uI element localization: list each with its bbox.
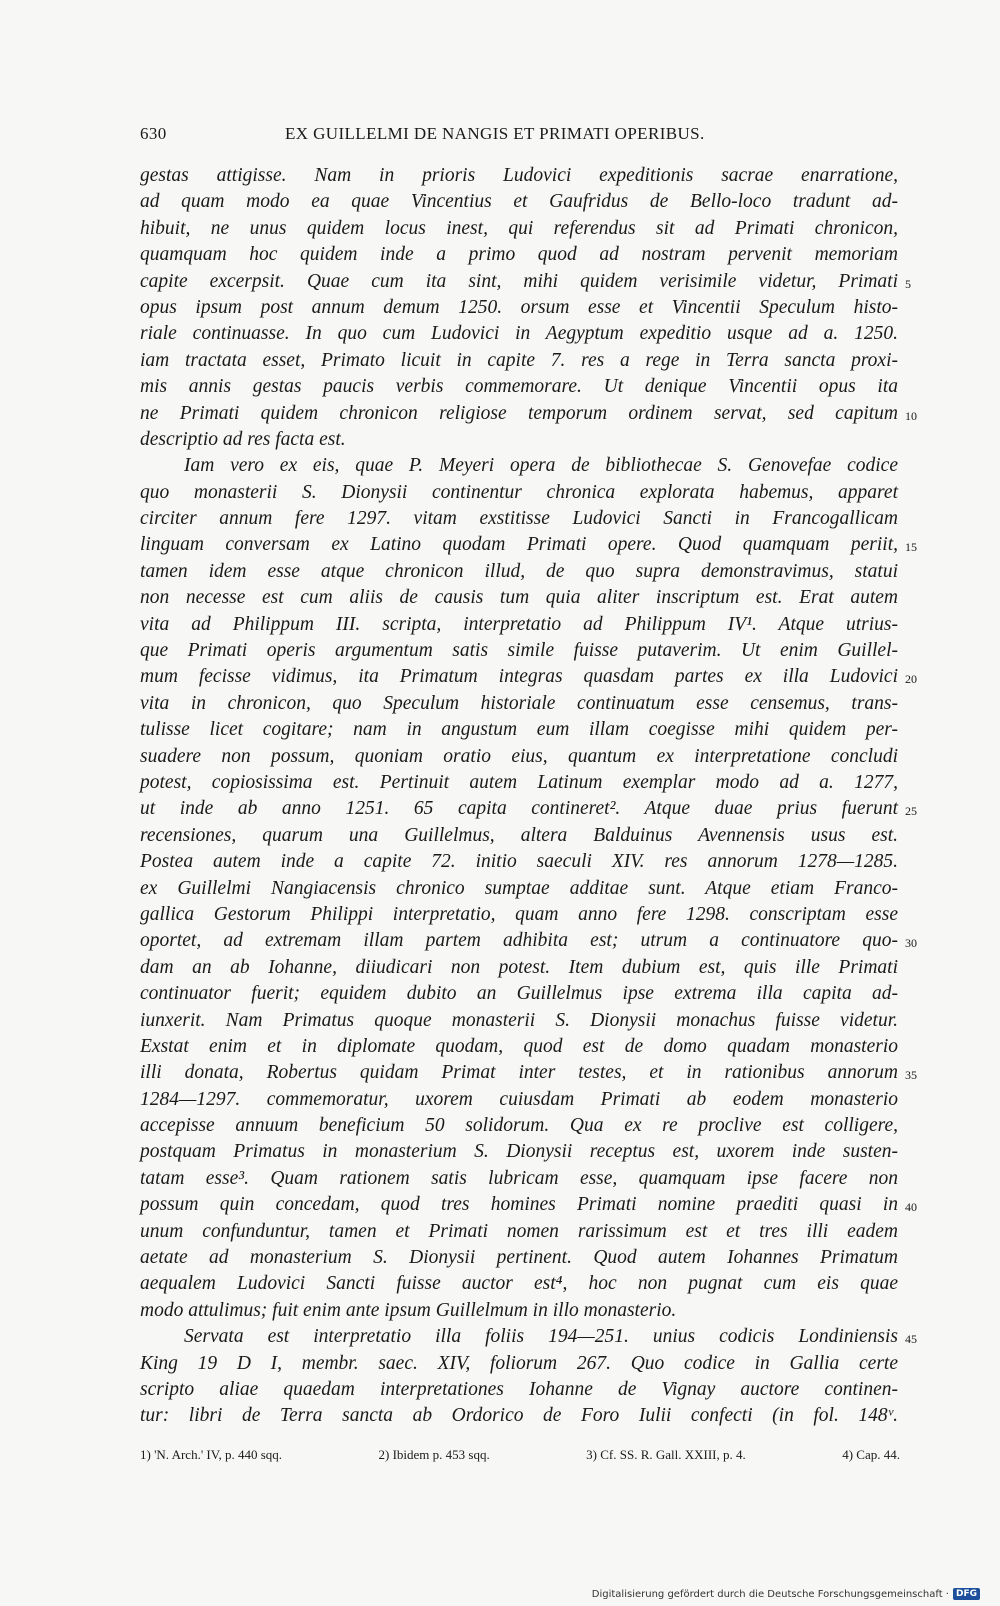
- line-text: descriptio ad res facta est.: [140, 428, 346, 450]
- line-text: non necesse est cum aliis de causis tum quia aliter inscriptum est. Erat autem: [140, 587, 898, 609]
- line-number: 5: [905, 276, 911, 291]
- line-text: King 19 D I, membr. saec. XIV, foliorum 267. Quo codice in Gallia certe: [140, 1352, 898, 1374]
- text-line: [140, 1324, 917, 1350]
- text-line: [140, 532, 917, 558]
- footnote-3: 3) Cf. SS. R. Gall. XXIII, p. 4.: [586, 1447, 746, 1462]
- text-line: [140, 981, 898, 1007]
- line-text: ne Primati quidem chronicon religiose temporum ordinem servat, sed capitum: [140, 402, 898, 424]
- digitization-credit: [592, 1588, 980, 1600]
- line-number: 15: [905, 540, 917, 555]
- text-line: [140, 1008, 898, 1034]
- footnotes: [140, 1447, 900, 1463]
- line-text: ex Guillelmi Nangiacensis chronico sumptae additae sunt. Atque etiam Franco-: [140, 877, 898, 899]
- line-text: vita in chronicon, quo Speculum historiale continuatum esse censemus, trans-: [140, 692, 898, 714]
- text-line: [140, 1271, 898, 1297]
- line-text: possum quin concedam, quod tres homines Primati nomine praediti quasi in: [140, 1194, 898, 1216]
- line-text: continuator fuerit; equidem dubito an Guillelmus ipse extrema illa capita ad-: [140, 983, 898, 1005]
- line-text: ut inde ab anno 1251. 65 capita contineret². Atque duae prius fuerunt: [140, 798, 898, 820]
- line-text: potest, copiosissima est. Pertinuit autem Latinum exemplar modo ad a. 1277,: [140, 771, 898, 793]
- line-text: iunxerit. Nam Primatus quoque monasterii S. Dionysii monachus fuisse videtur.: [140, 1009, 898, 1031]
- line-text: Servata est interpretatio illa foliis 194—251. unius codicis Londiniensis: [184, 1326, 898, 1348]
- line-text: gestas attigisse. Nam in prioris Ludovici expeditionis sacrae enarratione,: [140, 165, 898, 186]
- footnote-4: 4) Cap. 44.: [842, 1447, 900, 1462]
- line-text: 1284—1297. commemoratur, uxorem cuiusdam Primati ab eodem monasterio: [140, 1088, 898, 1110]
- line-text: suadere non possum, quoniam oratio eius, quantum ex interpretatione concludi: [140, 745, 898, 767]
- dfg-logo-icon: DFG: [953, 1588, 980, 1600]
- text-line: [140, 1060, 917, 1086]
- line-text: circiter annum fere 1297. vitam exstitisse Ludovici Sancti in Francogallicam: [140, 508, 898, 530]
- text-line: [140, 638, 898, 664]
- text-line: [140, 163, 898, 189]
- line-text: recensiones, quarum una Guillelmus, altera Balduinus Avennensis usus est.: [140, 824, 898, 846]
- text-line: [140, 691, 898, 717]
- text-line: [140, 664, 917, 690]
- text-line: [140, 189, 898, 215]
- text-line: [140, 295, 898, 321]
- text-line: [140, 612, 898, 638]
- text-line: [140, 1219, 898, 1245]
- text-line: [140, 321, 898, 347]
- text-line: [140, 770, 898, 796]
- line-text: unum confunduntur, tamen et Primati nomen rarissimum est et tres illi eadem: [140, 1220, 898, 1242]
- line-text: linguam conversam ex Latino quodam Primati opere. Quod quamquam periit,: [140, 534, 898, 556]
- text-line: [140, 902, 898, 928]
- footnote-1: 1) 'N. Arch.' IV, p. 440 sqq.: [140, 1447, 283, 1462]
- line-text: Iam vero ex eis, quae P. Meyeri opera de bibliothecae S. Genovefae codice: [184, 455, 898, 477]
- text-line: [140, 374, 898, 400]
- line-text: que Primati operis argumentum satis simile fuisse putaverim. Ut enim Guillel-: [140, 640, 898, 662]
- line-text: accepisse annuum beneficium 50 solidorum. Qua ex re proclive est colligere,: [140, 1115, 898, 1137]
- text-line: [140, 401, 917, 427]
- footnote-2: 2) Ibidem p. 453 sqq.: [378, 1447, 490, 1462]
- text-line: [140, 1087, 898, 1113]
- running-title: EX GUILLELMI DE NANGIS ET PRIMATI OPERIBUS.: [285, 124, 705, 143]
- line-text: Postea autem inde a capite 72. initio saeculi XIV. res annorum 1278—1285.: [140, 851, 898, 873]
- text-line: [140, 1377, 898, 1403]
- line-text: postquam Primatus in monasterium S. Dionysii receptus est, uxorem inde susten-: [140, 1141, 898, 1163]
- line-text: Exstat enim et in diplomate quodam, quod est de domo quadam monasterio: [140, 1035, 898, 1057]
- text-line: [140, 585, 898, 611]
- line-number: 40: [905, 1200, 917, 1215]
- page-number: 630: [140, 124, 167, 143]
- text-line: [140, 269, 911, 295]
- text-line: [140, 1166, 898, 1192]
- line-text: tulisse licet cogitare; nam in angustum eum illam coegisse mihi quidem per-: [140, 719, 898, 741]
- line-number: 35: [905, 1068, 917, 1083]
- text-line: [140, 849, 898, 875]
- line-text: mis annis gestas paucis verbis commemorare. Ut denique Vincentii opus ita: [140, 376, 898, 398]
- line-text: mum fecisse vidimus, ita Primatum integras quasdam partes ex illa Ludovici: [140, 666, 898, 688]
- text-line: [140, 1034, 898, 1060]
- text-line: [140, 1245, 898, 1271]
- text-line: [140, 876, 898, 902]
- text-line: [140, 1403, 898, 1429]
- text-line: [140, 559, 898, 585]
- line-text: dam an ab Iohanne, diiudicari non potest. Item dubium est, quis ille Primati: [140, 956, 898, 978]
- line-text: scripto aliae quaedam interpretationes Iohanne de Vignay auctore continen-: [140, 1378, 898, 1400]
- line-text: ad quam modo ea quae Vincentius et Gaufridus de Bello-loco tradunt ad-: [140, 191, 898, 213]
- text-line: [140, 796, 917, 822]
- text-line: [140, 348, 898, 374]
- text-line: [140, 480, 898, 506]
- text-line: [140, 955, 898, 981]
- line-text: illi donata, Robertus quidam Primat inter testes, et in rationibus annorum: [140, 1062, 898, 1084]
- text-line: [140, 1351, 898, 1377]
- text-line: [140, 506, 898, 532]
- body-text: [140, 163, 917, 1430]
- text-line: [140, 216, 898, 242]
- text-line: [140, 744, 898, 770]
- line-text: oportet, ad extremam illam partem adhibita est; utrum a continuatore quo-: [140, 930, 898, 952]
- line-text: iam tractata esset, Primato licuit in capite 7. res a rege in Terra sancta proxi-: [140, 349, 898, 371]
- line-text: tamen idem esse atque chronicon illud, de quo supra demonstravimus, statui: [140, 560, 898, 582]
- line-number: 45: [905, 1332, 917, 1347]
- text-line: [140, 1298, 898, 1324]
- text-line: [140, 242, 898, 268]
- line-number: 25: [905, 804, 917, 819]
- text-line: [140, 1192, 917, 1218]
- line-text: quamquam hoc quidem inde a primo quod ad nostram pervenit memoriam: [140, 244, 898, 266]
- line-text: capite excerpsit. Quae cum ita sint, mihi quidem verisimile videtur, Primati: [140, 270, 898, 292]
- text-line: [140, 1113, 898, 1139]
- line-text: modo attulimus; fuit enim ante ipsum Guillelmum in illo monasterio.: [140, 1299, 677, 1321]
- text-line: [140, 427, 898, 453]
- text-line: [140, 928, 917, 954]
- text-line: [140, 717, 898, 743]
- line-text: quo monasterii S. Dionysii continentur chronica explorata habemus, apparet: [140, 481, 898, 503]
- line-text: tatam esse³. Quam rationem satis lubricam esse, quamquam ipse facere non: [140, 1167, 898, 1189]
- line-text: aequalem Ludovici Sancti fuisse auctor est⁴, hoc non pugnat cum eis quae: [140, 1273, 898, 1295]
- line-text: gallica Gestorum Philippi interpretatio, quam anno fere 1298. conscriptam esse: [140, 903, 898, 925]
- line-text: vita ad Philippum III. scripta, interpretatio ad Philippum IV¹. Atque utrius-: [140, 613, 898, 635]
- line-text: tur: libri de Terra sancta ab Ordorico de Foro Iulii confecti (in fol. 148ᵛ.: [140, 1405, 898, 1427]
- line-number: 10: [905, 408, 917, 423]
- text-line: [140, 823, 898, 849]
- line-text: opus ipsum post annum demum 1250. orsum esse et Vincentii Speculum histo-: [140, 296, 898, 318]
- line-text: riale continuasse. In quo cum Ludovici in Aegyptum expeditio usque ad a. 1250.: [140, 323, 898, 345]
- line-number: 30: [905, 936, 917, 951]
- line-number: 20: [905, 672, 917, 687]
- credit-text: Digitalisierung gefördert durch die Deutsche Forschungsgemeinschaft ·: [591, 1588, 949, 1600]
- text-line: [140, 1139, 898, 1165]
- line-text: hibuit, ne unus quidem locus inest, qui referendus sit ad Primati chronicon,: [140, 217, 898, 239]
- line-text: aetate ad monasterium S. Dionysii pertinent. Quod autem Iohannes Primatum: [140, 1247, 898, 1269]
- text-line: [140, 453, 898, 479]
